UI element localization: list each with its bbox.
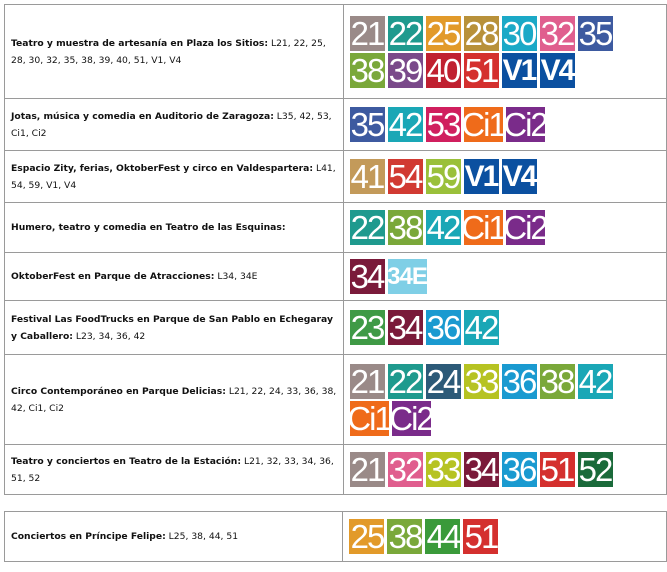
bus-line-badge-v4: V4 bbox=[540, 53, 574, 87]
bus-line-badges-cell bbox=[343, 99, 667, 151]
bus-line-badge-ci2: Ci2 bbox=[389, 399, 433, 437]
bus-line-badges-cell bbox=[343, 512, 667, 562]
bus-line-badge-35: 35 bbox=[578, 14, 612, 52]
bus-line-badge-v4: V4 bbox=[502, 160, 536, 193]
event-title: Espacio Zity, ferias, OktoberFest y circo en Valdespartera: bbox=[11, 162, 314, 174]
event-description-cell bbox=[5, 512, 343, 562]
bus-line-badge-52: 52 bbox=[578, 451, 612, 488]
bus-line-badges bbox=[349, 519, 649, 554]
bus-line-badge-21: 21 bbox=[350, 451, 384, 488]
bus-line-badge-21: 21 bbox=[350, 362, 384, 400]
bus-line-badge-25: 25 bbox=[350, 518, 384, 555]
event-row bbox=[5, 445, 667, 495]
event-row bbox=[5, 151, 667, 203]
bus-line-badge-ci2: Ci2 bbox=[503, 209, 547, 246]
bus-line-badge-ci1: Ci1 bbox=[461, 106, 505, 143]
event-description-cell bbox=[5, 301, 344, 355]
bus-line-badges-cell bbox=[343, 355, 667, 445]
bus-line-badge-ci1: Ci1 bbox=[461, 209, 505, 246]
event-title: Teatro y muestra de artesanía en Plaza los Sitios: bbox=[11, 37, 269, 49]
bus-line-badge-36: 36 bbox=[502, 451, 536, 488]
event-description-cell bbox=[5, 203, 344, 253]
bus-line-badge-34: 34 bbox=[464, 451, 498, 488]
bus-line-badge-22: 22 bbox=[388, 14, 422, 52]
event-row bbox=[5, 203, 667, 253]
event-lines-text: L34, 34E bbox=[214, 271, 258, 282]
bus-line-badge-40: 40 bbox=[426, 51, 460, 89]
bus-line-badge-22: 22 bbox=[350, 209, 384, 246]
event-description-cell bbox=[5, 445, 344, 495]
bus-line-badge-41: 41 bbox=[350, 158, 384, 195]
bus-line-badge-38: 38 bbox=[388, 518, 422, 555]
bus-line-badges bbox=[350, 259, 650, 294]
bus-line-badge-42: 42 bbox=[426, 209, 460, 246]
event-row bbox=[5, 355, 667, 445]
bus-line-badge-59: 59 bbox=[426, 158, 460, 195]
event-row bbox=[5, 253, 667, 301]
bus-line-badge-32: 32 bbox=[388, 451, 422, 488]
bus-line-badge-ci1: Ci1 bbox=[347, 399, 391, 437]
bus-line-badge-39: 39 bbox=[388, 51, 422, 89]
event-title: Festival Las FoodTrucks en Parque de San Pablo en Echegaray y Caballero: bbox=[11, 313, 333, 342]
event-title: Humero, teatro y comedia en Teatro de las Esquinas: bbox=[11, 222, 286, 233]
event-row bbox=[5, 99, 667, 151]
event-title: Circo Contemporáneo en Parque Delicias: bbox=[11, 385, 226, 397]
bus-line-badge-42: 42 bbox=[578, 362, 612, 400]
footer-table-body bbox=[5, 512, 667, 562]
event-lines-text: L21, 22, 25, 28, 30, 32, 35, 38, 39, 40, 51, V1, V4 bbox=[11, 37, 326, 66]
bus-line-badge-23: 23 bbox=[350, 309, 384, 346]
bus-line-badges-cell bbox=[343, 5, 667, 99]
bus-line-badge-v1: V1 bbox=[464, 160, 498, 193]
bus-line-badge-21: 21 bbox=[350, 14, 384, 52]
event-description-cell bbox=[5, 151, 344, 203]
bus-line-badge-30: 30 bbox=[502, 14, 536, 52]
bus-line-badge-51: 51 bbox=[464, 51, 498, 89]
event-lines-text: L21, 22, 24, 33, 36, 38, 42, Ci1, Ci2 bbox=[11, 385, 337, 414]
bus-line-badge-34: 34 bbox=[350, 258, 384, 295]
event-description-cell bbox=[5, 253, 344, 301]
bus-line-badge-42: 42 bbox=[388, 106, 422, 143]
event-title: Conciertos en Príncipe Felipe: bbox=[11, 531, 166, 542]
bus-line-badge-53: 53 bbox=[426, 106, 460, 143]
event-lines-text: L23, 34, 36, 42 bbox=[72, 330, 146, 342]
bus-line-badge-36: 36 bbox=[502, 362, 536, 400]
bus-line-badges-cell bbox=[343, 301, 667, 355]
event-lines-text: L21, 32, 33, 34, 36, 51, 52 bbox=[11, 455, 334, 484]
bus-line-badges-cell bbox=[343, 253, 667, 301]
footer-table bbox=[4, 511, 667, 562]
bus-line-badge-38: 38 bbox=[540, 362, 574, 400]
event-lines-text: L25, 38, 44, 51 bbox=[165, 531, 239, 542]
bus-line-badge-35: 35 bbox=[350, 106, 384, 143]
bus-line-badges-cell bbox=[343, 445, 667, 495]
bus-line-badge-38: 38 bbox=[388, 209, 422, 246]
bus-line-badge-32: 32 bbox=[540, 14, 574, 52]
bus-line-badge-ci2: Ci2 bbox=[503, 106, 547, 143]
bus-line-badge-25: 25 bbox=[426, 14, 460, 52]
event-title: OktoberFest en Parque de Atracciones: bbox=[11, 271, 215, 282]
bus-line-badge-44: 44 bbox=[426, 518, 460, 555]
bus-lines-table-body bbox=[5, 5, 667, 495]
bus-line-badges bbox=[350, 310, 650, 345]
bus-line-badge-28: 28 bbox=[464, 14, 498, 52]
bus-lines-table bbox=[4, 4, 667, 495]
bus-line-badges bbox=[350, 107, 650, 142]
event-description-cell bbox=[5, 355, 344, 445]
bus-line-badges bbox=[350, 452, 650, 487]
bus-line-badge-42: 42 bbox=[464, 309, 498, 346]
event-lines-text: L35, 42, 53, Ci1, Ci2 bbox=[11, 110, 332, 139]
bus-line-badge-24: 24 bbox=[426, 362, 460, 400]
bus-line-badge-51: 51 bbox=[464, 518, 498, 555]
bus-line-badges-cell bbox=[343, 203, 667, 253]
event-description-cell bbox=[5, 5, 344, 99]
event-lines-text: L41, 54, 59, V1, V4 bbox=[11, 162, 336, 191]
event-description-cell bbox=[5, 99, 344, 151]
bus-line-badge-51: 51 bbox=[540, 451, 574, 488]
bus-line-badge-33: 33 bbox=[426, 451, 460, 488]
event-title: Teatro y conciertos en Teatro de la Estación: bbox=[11, 455, 242, 467]
bus-line-badge-34: 34 bbox=[388, 309, 422, 346]
bus-line-badge-22: 22 bbox=[388, 362, 422, 400]
bus-line-badge-33: 33 bbox=[464, 362, 498, 400]
bus-line-badge-54: 54 bbox=[388, 158, 422, 195]
event-row bbox=[5, 301, 667, 355]
bus-line-badges bbox=[350, 210, 650, 245]
event-row bbox=[5, 5, 667, 99]
bus-line-badges-cell bbox=[343, 151, 667, 203]
bus-line-badge-38: 38 bbox=[350, 51, 384, 89]
bus-line-badges bbox=[347, 362, 650, 437]
event-row bbox=[5, 512, 667, 562]
bus-line-badge-v1: V1 bbox=[502, 53, 536, 87]
bus-line-badge-34e: 34E bbox=[388, 259, 427, 294]
event-title: Jotas, música y comedia en Auditorio de Zaragoza: bbox=[11, 110, 274, 122]
bus-line-badges bbox=[350, 159, 650, 194]
bus-line-badge-36: 36 bbox=[426, 309, 460, 346]
bus-line-badges bbox=[350, 16, 650, 88]
